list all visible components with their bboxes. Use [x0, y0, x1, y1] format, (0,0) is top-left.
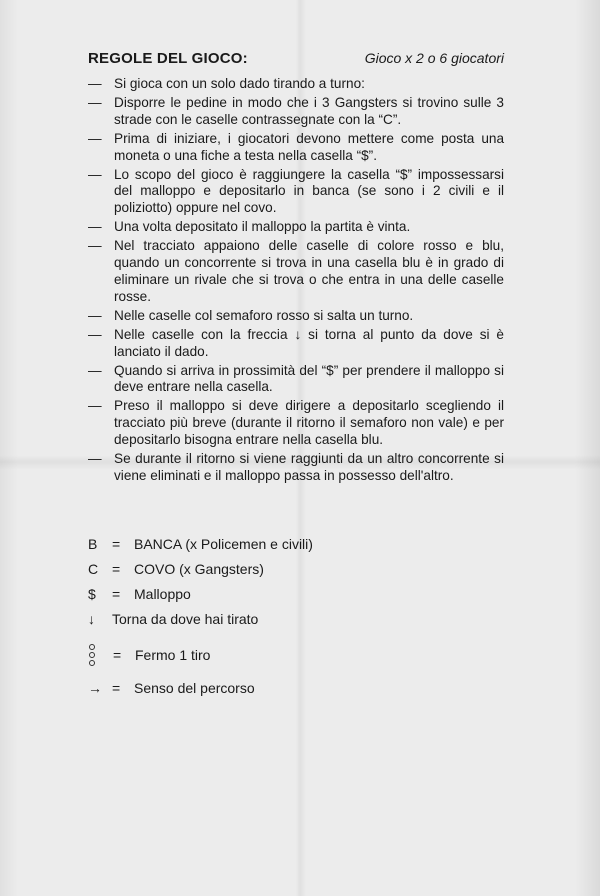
bank-symbol: B	[88, 536, 98, 552]
legend-label: Fermo 1 tiro	[135, 647, 211, 663]
legend-label: BANCA (x Policemen e civili)	[134, 536, 313, 552]
legend-loot: $ = Malloppo	[88, 586, 191, 602]
legend-stop: = Fermo 1 tiro	[88, 644, 210, 666]
legend-direction: → = Senso del percorso	[88, 680, 255, 696]
page-title: REGOLE DEL GIOCO:	[88, 50, 248, 67]
rules-list	[88, 76, 504, 487]
rule-item: — Una volta depositato il malloppo la partita è vinta.	[88, 219, 411, 235]
three-dots-icon	[88, 644, 113, 666]
rule-item: — Nelle caselle col semaforo rosso si salta un turno.	[88, 307, 414, 323]
legend-label: COVO (x Gangsters)	[134, 561, 264, 577]
rule-item: — Preso il malloppo si deve dirigere a depositarlo scegliendo il tracciato più breve (durante il ritorno il semaforo non vale) e per depositarlo bisogna entrare nella casella blu.	[88, 398, 504, 448]
arrow-down-icon: ↓	[88, 611, 95, 627]
legend-hideout: C = COVO (x Gangsters)	[88, 561, 264, 577]
legend-label: Malloppo	[134, 586, 191, 602]
rule-item: — Quando si arriva in prossimità del “$” per prendere il malloppo si deve entrare nella casella.	[88, 362, 504, 395]
rule-item: — Prima di iniziare, i giocatori devono mettere come posta una moneta o una fiche a testa nella casella “$”.	[88, 130, 504, 163]
rule-item: — Si gioca con un solo dado tirando a turno:	[88, 76, 365, 91]
players-subtitle: Gioco x 2 o 6 giocatori	[364, 50, 504, 66]
legend-label: Senso del percorso	[134, 680, 255, 696]
legend-return-arrow	[88, 611, 258, 627]
legend-label: Torna da dove hai tirato	[112, 611, 259, 627]
legend-bank: B = BANCA (x Policemen e civili)	[88, 536, 313, 552]
rule-item: — Disporre le pedine in modo che i 3 Gangsters si trovino sulle 3 strade con le caselle contrassegnate con la “C”.	[88, 94, 504, 127]
rule-item: — Se durante il ritorno si viene raggiunti da un altro concorrente si viene eliminati e il malloppo passa in possesso dell'altro.	[88, 451, 504, 483]
hideout-symbol: C	[88, 561, 99, 577]
rule-item: — Nelle caselle con la freccia ↓ si torna al punto da dove si è lanciato il dado.	[88, 326, 504, 359]
rule-item: — Nel tracciato appaiono delle caselle di colore rosso e blu, quando un concorrente si trova in una casella blu è in grado di eliminare un rivale che si trova o che entra in una delle caselle rosse.	[88, 238, 504, 304]
header	[88, 50, 504, 67]
dollar-symbol: $	[88, 586, 96, 602]
arrow-right-icon: →	[88, 680, 102, 696]
rule-item: — Lo scopo del gioco è raggiungere la casella “$” impossessarsi del malloppo e depositarlo in banca (se sono i 2 civili e il poliziotto) oppure nel covo.	[88, 166, 504, 216]
